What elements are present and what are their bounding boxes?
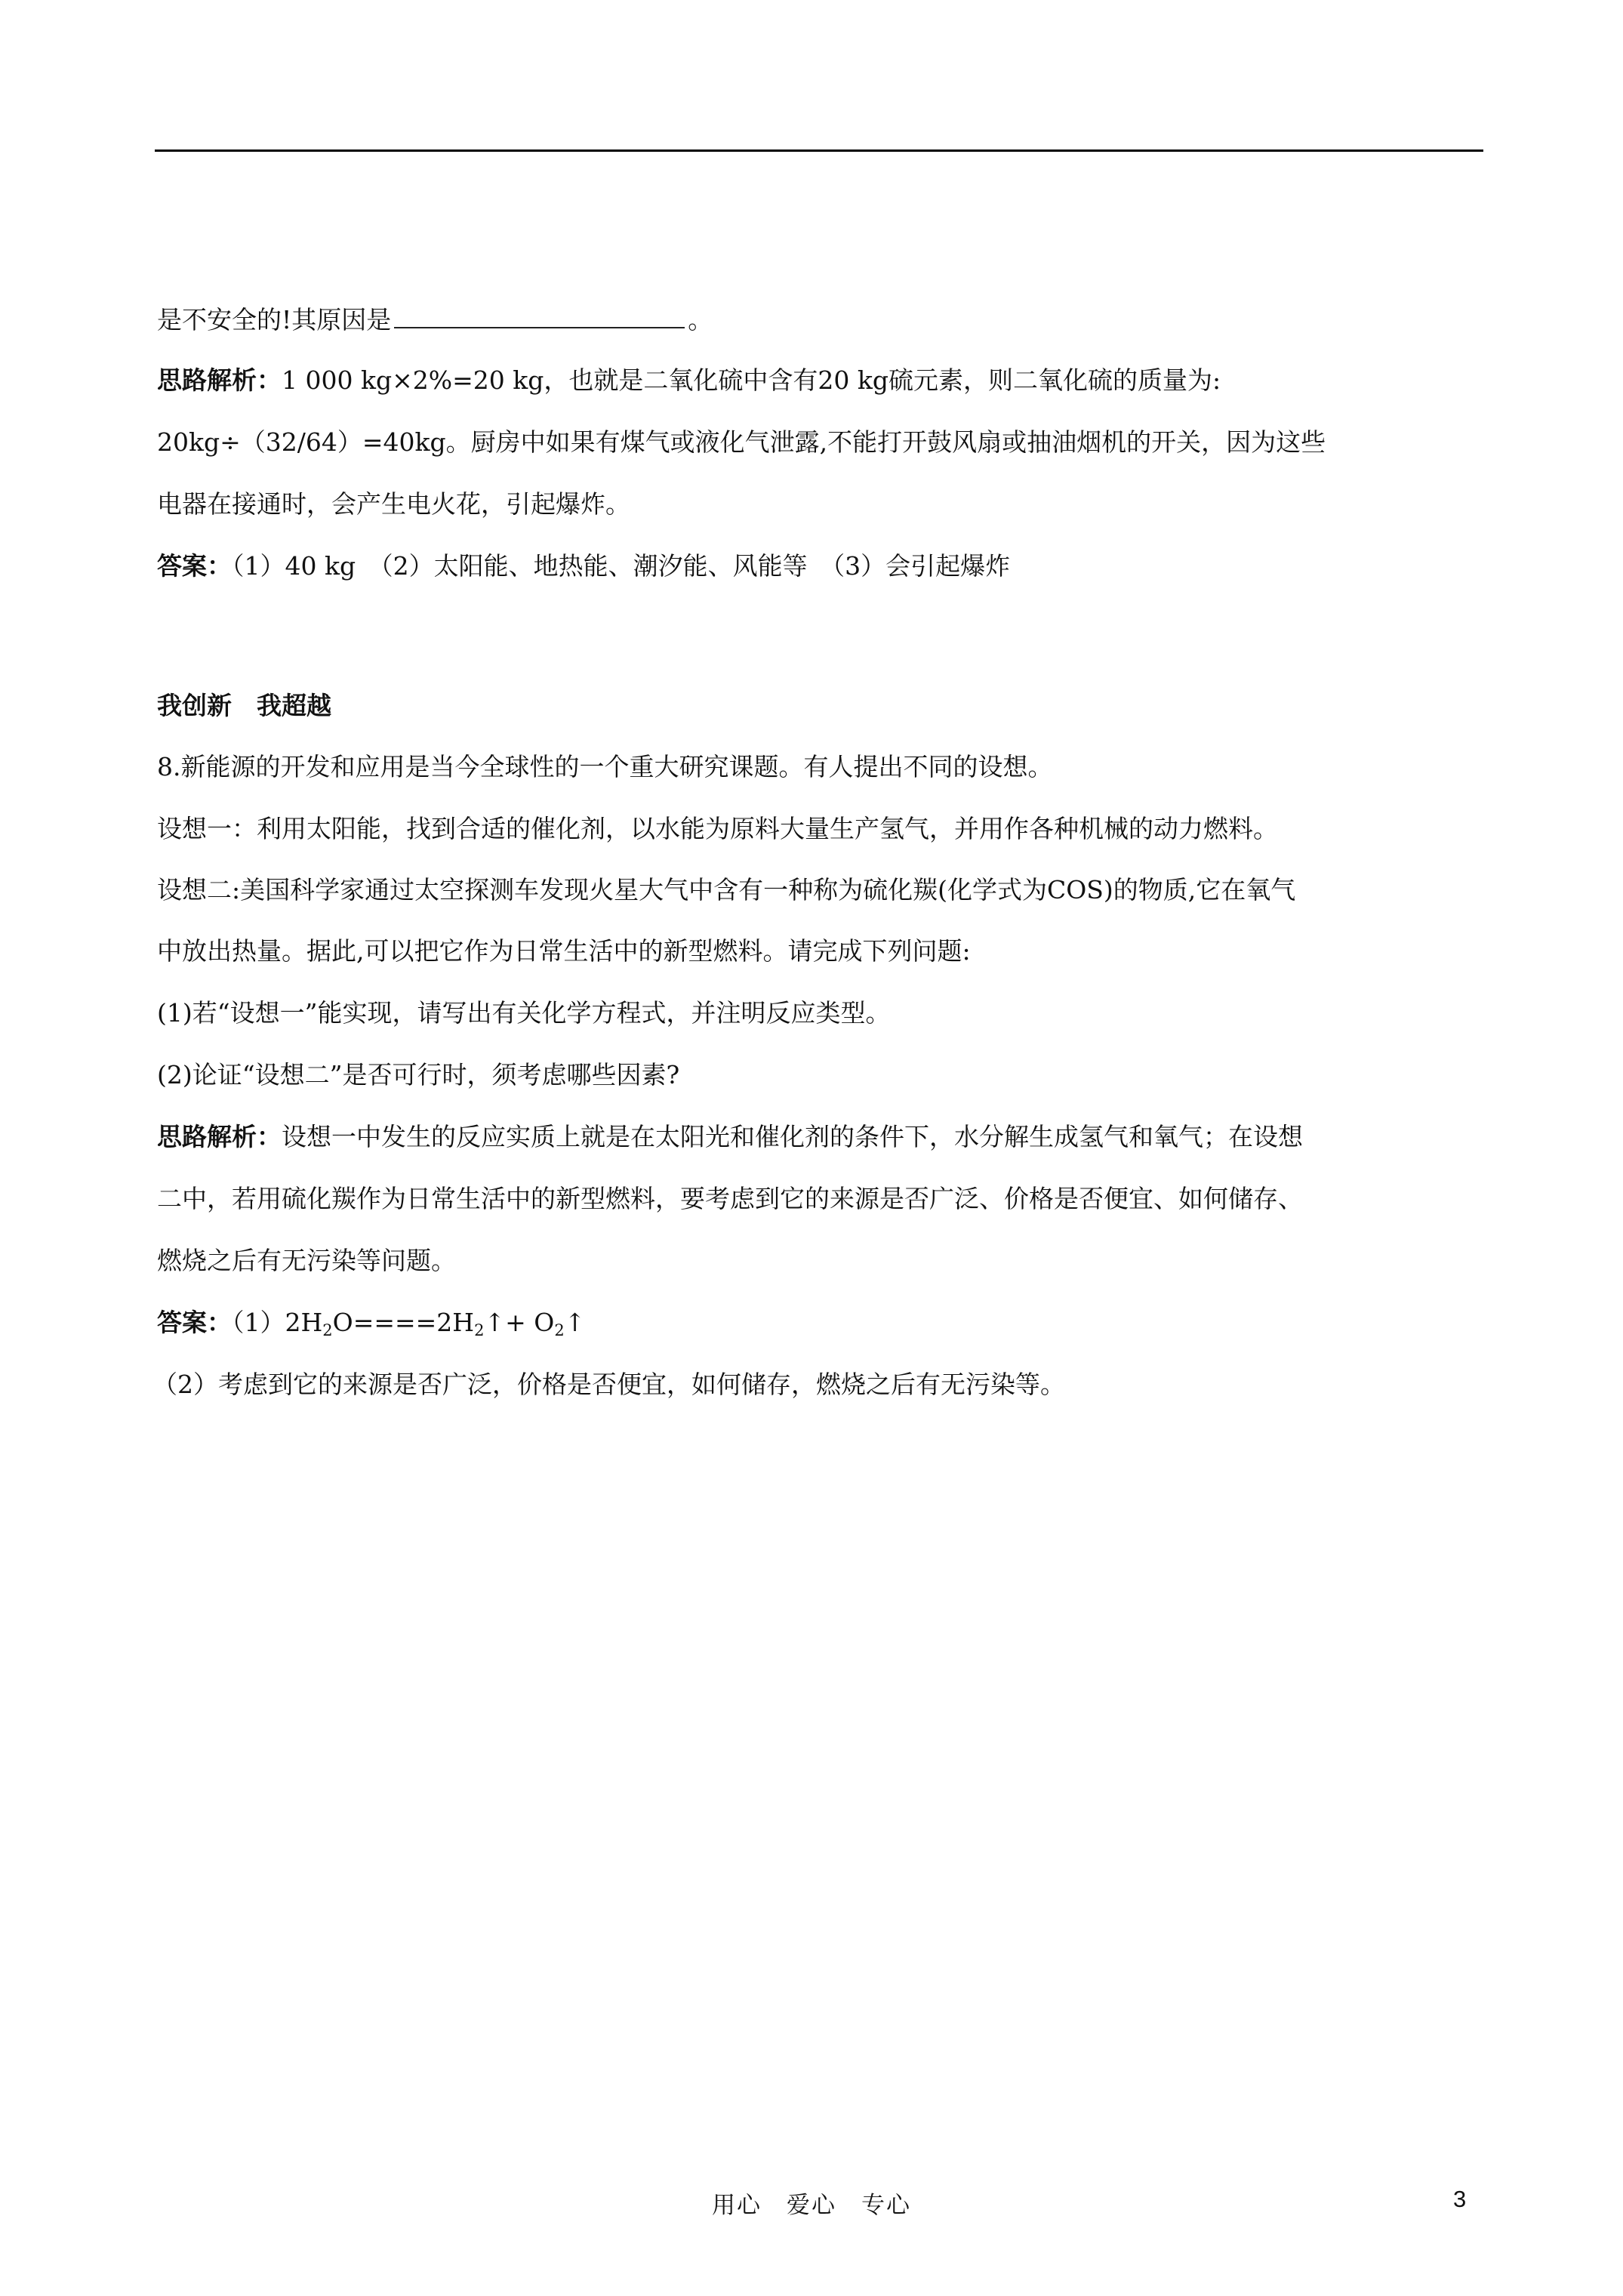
q8-analysis-line-2: 二中，若用硫化羰作为日常生活中的新型燃料，要考虑到它的来源是否广泛、价格是否便宜、如何储存、 xyxy=(157,1184,1303,1213)
section-heading: 我创新 我超越 xyxy=(157,691,331,720)
question-8-line-2: 设想一：利用太阳能，找到合适的催化剂，以水能为原料大量生产氢气，并用作各种机械的动力燃料。 xyxy=(157,814,1278,843)
prev-answer: 答案：（1）40 kg （2）太阳能、地热能、潮汐能、风能等 （3）会引起爆炸 xyxy=(157,551,1011,581)
q8-analysis-line-1: 思路解析：设想一中发生的反应实质上就是在太阳光和催化剂的条件下，水分解生成氢气和氧气；在设想 xyxy=(157,1122,1303,1151)
analysis-label: 思路解析： xyxy=(157,1122,282,1151)
analysis-label: 思路解析： xyxy=(157,365,282,395)
question-8-line-4: 中放出热量。据此,可以把它作为日常生活中的新型燃料。请完成下列问题: xyxy=(157,936,971,966)
q8-answer-line-2: （2）考虑到它的来源是否广泛，价格是否便宜，如何储存，燃烧之后有无污染等。 xyxy=(152,1370,1065,1399)
footer-motto: 用心 爱心 专心 xyxy=(712,2192,911,2219)
question-8-line-3: 设想二:美国科学家通过太空探测车发现火星大气中含有一种称为硫化羰(化学式为COS)的物质,它在氧气 xyxy=(157,875,1296,905)
prev-analysis-line-3: 电器在接通时，会产生电火花，引起爆炸。 xyxy=(157,489,630,519)
answer-blank xyxy=(394,306,685,328)
prev-question-tail: 是不安全的!其原因是 。 xyxy=(157,305,713,334)
question-8-part-1: (1)若“设想一”能实现，请写出有关化学方程式，并注明反应类型。 xyxy=(157,998,891,1028)
answer-label: 答案： xyxy=(157,551,232,581)
question-8-line-1: 8.新能源的开发和应用是当今全球性的一个重大研究课题。有人提出不同的设想。 xyxy=(157,752,1053,781)
q8-analysis-line-3: 燃烧之后有无污染等问题。 xyxy=(157,1246,456,1275)
answer-label: 答案： xyxy=(157,1308,232,1337)
prev-analysis-line-1: 思路解析：1 000 kg×2%=20 kg，也就是二氧化硫中含有20 kg硫元素，则二氧化硫的质量为: xyxy=(157,365,1221,395)
q8-answer-equation: 答案：$(1)2H_2O====2H_2↑+$ $O_2↑$ xyxy=(157,1308,586,1339)
header-rule xyxy=(155,149,1483,152)
prev-analysis-line-2: 20kg÷（32/64）=40kg。厨房中如果有煤气或液化气泄露,不能打开鼓风扇或抽油烟机的开关，因为这些 xyxy=(157,427,1326,457)
page-number: 3 xyxy=(1453,2186,1467,2212)
question-8-part-2: (2)论证“设想二”是否可行时，须考虑哪些因素? xyxy=(157,1060,680,1089)
